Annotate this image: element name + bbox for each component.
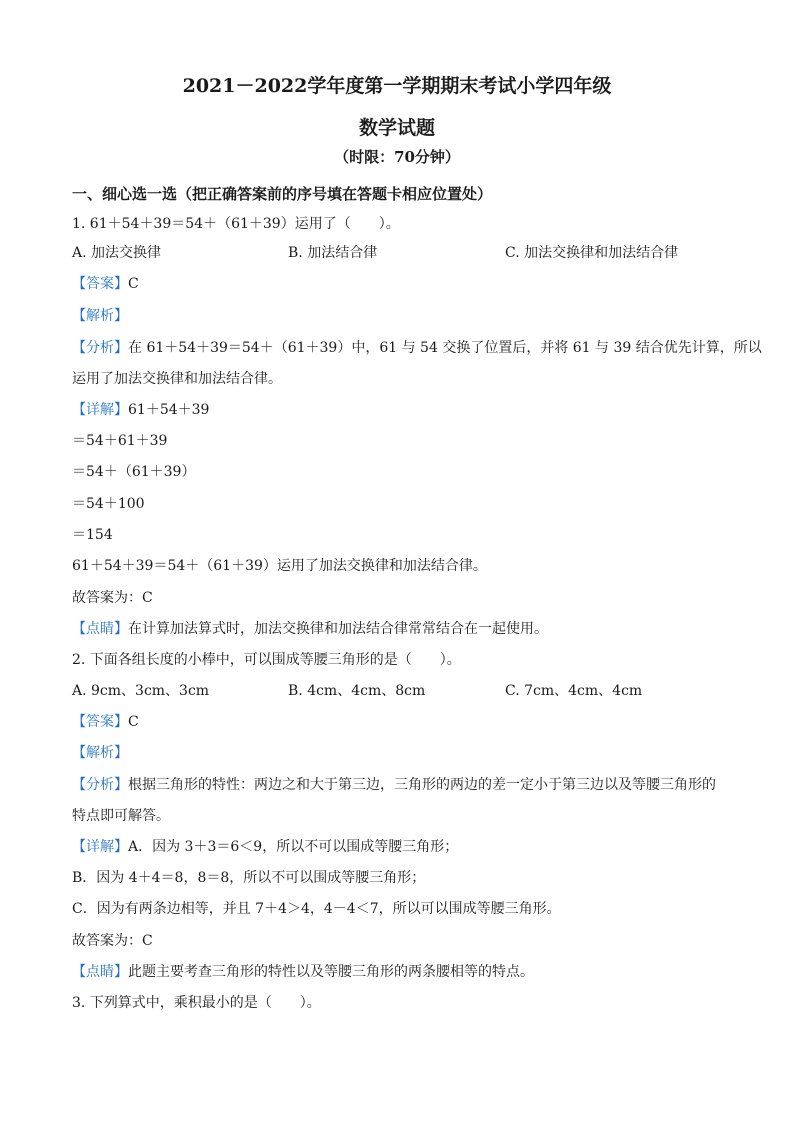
fenxi-tag: 【分析】 [72, 340, 128, 356]
answer-tag: 【答案】 [72, 276, 128, 292]
q2-answer [72, 712, 139, 732]
time-limit: （时限：70分钟） [334, 148, 460, 166]
answer-tag: 【答案】 [72, 714, 128, 730]
q2-detail-step: B．因为 4＋4＝8，8＝8，所以不可以围成等腰三角形； [72, 870, 426, 886]
q1-detail-step: ＝54＋61＋39 [72, 433, 168, 449]
section-heading: 一、细心选一选（把正确答案前的序号填在答题卡相应位置处） [72, 185, 493, 203]
dianjing-tag: 【点睛】 [72, 964, 128, 980]
answer-value: C [128, 714, 139, 730]
q1-detail-step: ＝54＋（61＋39） [72, 464, 196, 480]
q2-detail-step: C．因为有两条边相等，并且 7＋4＞4，4－4＜7，所以可以围成等腰三角形。 [72, 901, 561, 917]
q1-conclusion: 故答案为：C [72, 590, 153, 606]
dianjing-text: 此题主要考查三角形的特性以及等腰三角形的两条腰相等的特点。 [128, 964, 534, 980]
detail-text: A．因为 3＋3＝6＜9，所以不可以围成等腰三角形； [128, 839, 459, 855]
detail-tag: 【详解】 [72, 839, 128, 855]
q1-dianjing [72, 619, 548, 639]
page-title: 2021－2022学年度第一学期期末考试小学四年级 [182, 75, 612, 97]
fenxi-tag: 【分析】 [72, 777, 128, 793]
q2-dianjing [72, 962, 534, 982]
dianjing-tag: 【点睛】 [72, 621, 128, 637]
q2-option-a: A. 9cm、3cm、3cm [72, 683, 210, 699]
q2-option-c: C. 7cm、4cm、4cm [505, 683, 643, 699]
q2-detail [72, 837, 458, 857]
q1-option-c: C. 加法交换律和加法结合律 [505, 245, 679, 261]
q1-fenxi-cont: 运用了加法交换律和加法结合律。 [72, 371, 282, 387]
q1-detail [72, 400, 209, 420]
detail-text: 61＋54＋39 [128, 402, 210, 418]
q2-option-b: B. 4cm、4cm、8cm [288, 683, 426, 699]
page-subtitle: 数学试题 [358, 117, 435, 139]
answer-value: C [128, 276, 139, 292]
q2-analysis-tag [72, 743, 128, 763]
q1-detail-step: ＝54＋100 [72, 496, 145, 512]
q1-detail-step: ＝154 [72, 527, 113, 543]
dianjing-text: 在计算加法算式时，加法交换律和加法结合律常常结合在一起使用。 [128, 621, 548, 637]
q1-analysis-tag [72, 306, 128, 326]
analysis-tag: 【解析】 [72, 745, 128, 761]
q3-stem: 3. 下列算式中，乘积最小的是（ ）。 [72, 995, 321, 1011]
q1-detail-summary: 61＋54＋39＝54＋（61＋39）运用了加法交换律和加法结合律。 [72, 558, 487, 574]
q1-fenxi [72, 338, 762, 358]
q2-stem: 2. 下面各组长度的小棒中，可以围成等腰三角形的是（ ）。 [72, 652, 461, 668]
q1-stem: 1. 61＋54＋39＝54＋（61＋39）运用了（ ）。 [72, 216, 400, 232]
q2-fenxi [72, 775, 716, 795]
q1-option-a: A. 加法交换律 [72, 245, 162, 261]
detail-tag: 【详解】 [72, 402, 128, 418]
q1-answer [72, 274, 139, 294]
fenxi-text: 在 61＋54＋39＝54＋（61＋39）中，61 与 54 交换了位置后，并将 61 与 39 结合优先计算，所以 [128, 340, 762, 356]
q1-option-b: B. 加法结合律 [288, 245, 378, 261]
fenxi-text: 根据三角形的特性：两边之和大于第三边，三角形的两边的差一定小于第三边以及等腰三角形的 [128, 777, 716, 793]
q2-fenxi-cont: 特点即可解答。 [72, 808, 170, 824]
q2-conclusion: 故答案为：C [72, 933, 153, 949]
analysis-tag: 【解析】 [72, 308, 128, 324]
